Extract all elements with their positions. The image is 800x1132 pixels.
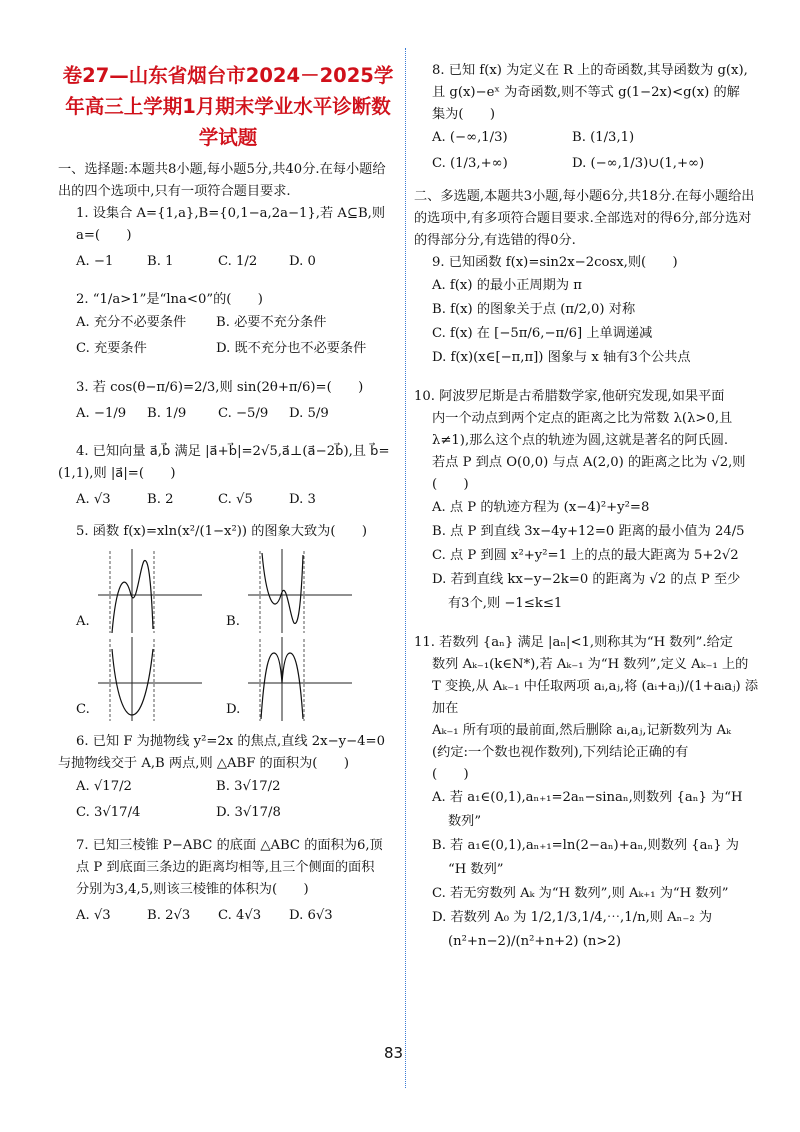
question-9 [414,252,762,370]
graph-a-svg [98,547,208,633]
question-4-stem: 4. 已知向量 a⃗,b⃗ 满足 |a⃗+b⃗|=2√5,a⃗⊥(a⃗−2b⃗),且 b⃗= [76,444,390,459]
question-8-stem-cont: 集为( ) [432,107,496,122]
option: D. (−∞,1/3)∪(1,+∞) [572,156,705,171]
question-11 [414,632,762,954]
option: C. 若无穷数列 Aₖ 为“H 数列”,则 Aₖ₊₁ 为“H 数列” [432,886,729,901]
question-10-stem-cont: λ≠1),那么这个点的轨迹为圆,这就是著名的阿氏圆. [432,433,729,448]
question-8-stem: 8. 已知 f(x) 为定义在 R 上的奇函数,其导函数为 g(x), [432,63,748,78]
option: C. 充要条件 [76,341,147,356]
option: A. 若 a₁∈(0,1),aₙ₊₁=2aₙ−sinaₙ,则数列 {aₙ} 为“H [432,790,743,805]
question-7-stem-cont: 点 P 到底面三条边的距离均相等,且三个侧面的面积 [76,860,375,875]
question-2-options [58,311,398,361]
question-11-stem-cont: T 变换,从 Aₖ₋₁ 中任取两项 aᵢ,aⱼ,将 (aᵢ+aⱼ)/(1+aᵢaⱼ) 添加在 [432,679,759,716]
question-11-stem-cont: ( ) [432,767,469,782]
option-cont: “H 数列” [448,862,504,877]
graph-b-svg [248,547,358,633]
right-column [414,60,762,954]
option: D. 5/9 [289,406,329,421]
graph-label: C. [76,702,90,717]
option: D. 0 [289,254,316,269]
option: A. f(x) 的最小正周期为 π [432,278,582,293]
option: D. 既不充分也不必要条件 [216,341,367,356]
question-7-stem: 7. 已知三棱锥 P−ABC 的底面 △ABC 的面积为6,顶 [76,838,383,853]
question-6 [58,731,398,825]
option: C. 4√3 [218,908,262,923]
question-1-stem: 1. 设集合 A={1,a},B={0,1−a,2a−1},若 A⊆B,则 a=( ) [76,206,386,243]
question-10-stem-cont: 若点 P 到点 O(0,0) 与点 A(2,0) 的距离之比为 √2,则 [432,455,746,470]
question-6-stem-cont: 与抛物线交于 A,B 两点,则 △ABF 的面积为( ) [58,756,349,771]
option: A. (−∞,1/3) [432,130,508,145]
option: B. 必要不充分条件 [216,315,327,330]
question-5-stem: 5. 函数 f(x)=xln(x²/(1−x²)) 的图象大致为( ) [76,524,368,539]
page-title: 卷27—山东省烟台市2024－2025学年高三上学期1月期末学业水平诊断数学试题 [62,64,394,149]
question-3-stem: 3. 若 cos(θ−π/6)=2/3,则 sin(2θ+π/6)=( ) [76,380,364,395]
left-column [58,60,398,927]
question-2-stem: 2. “1/a>1”是“lna<0”的( ) [76,292,263,307]
option: C. f(x) 在 [−5π/6,−π/6] 上单调递减 [432,326,653,341]
question-7 [58,835,398,927]
option: A. 点 P 的轨迹方程为 (x−4)²+y²=8 [432,500,650,515]
question-5-graphs [58,547,398,721]
option: A. √3 [76,492,111,507]
question-4-stem-cont: (1,1),则 |a⃗|=( ) [58,466,176,481]
column-divider [405,48,406,1088]
option: C. 3√17/4 [76,805,141,820]
question-9-stem: 9. 已知函数 f(x)=sin2x−2cosx,则( ) [432,255,678,270]
option: C. −5/9 [218,406,269,421]
option: D. f(x)(x∈[−π,π]) 图象与 x 轴有3个公共点 [432,350,691,365]
option: A. √17/2 [76,779,132,794]
option: B. 2√3 [147,908,191,923]
option: B. 3√17/2 [216,779,281,794]
option: A. 充分不必要条件 [76,315,187,330]
question-3-options [58,403,398,425]
option: D. 3√17/8 [216,805,281,820]
page-number: 83 [384,1044,404,1062]
option: B. 1/9 [147,406,187,421]
question-11-stem: 11. 若数列 {aₙ} 满足 |aₙ|<1,则称其为“H 数列”.给定 [414,635,733,650]
option: B. (1/3,1) [572,130,635,145]
option: C. (1/3,+∞) [432,156,508,171]
question-3 [58,377,398,425]
question-8-options [414,126,762,176]
option: B. 点 P 到直线 3x−4y+12=0 距离的最小值为 24/5 [432,524,745,539]
question-2 [58,289,398,361]
question-10-stem: 10. 阿波罗尼斯是古希腊数学家,他研究发现,如果平面 [414,389,725,404]
question-11-stem-cont: 数列 Aₖ₋₁(k∈N*),若 Aₖ₋₁ 为“H 数列”,定义 Aₖ₋₁ 上的 [432,657,749,672]
section-2-heading: 二、多选题,本题共3小题,每小题6分,共18分.在每小题给出的选项中,有多项符合题目要求.全部选对的得6分,部分选对的得部分分,有选错的得0分. [414,189,755,248]
question-7-options [58,905,398,927]
question-4-options [58,489,398,511]
graph-option-a [76,547,226,633]
option: C. 点 P 到圆 x²+y²=1 上的点的最大距离为 5+2√2 [432,548,739,563]
option: A. √3 [76,908,111,923]
graph-option-d [226,635,376,721]
question-11-stem-cont: (约定:一个数也视作数列),下列结论正确的有 [432,745,689,760]
graph-d-svg [248,635,358,721]
option: D. 3 [289,492,316,507]
question-10-stem-cont: 内一个动点到两个定点的距离之比为常数 λ(λ>0,且 [432,411,733,426]
option: A. −1 [76,254,114,269]
question-1 [58,203,398,273]
option-cont: (n²+n−2)/(n²+n+2) (n>2) [448,934,621,949]
option: A. −1/9 [76,406,127,421]
option: D. 6√3 [289,908,333,923]
option: D. 若数列 A₀ 为 1/2,1/3,1/4,⋯,1/n,则 Aₙ₋₂ 为 [432,910,713,925]
graph-label: B. [226,614,240,629]
question-10-stem-cont: ( ) [432,477,469,492]
option: C. √5 [218,492,253,507]
section-1-heading: 一、选择题:本题共8小题,每小题5分,共40分.在每小题给出的四个选项中,只有一项符合题目要求. [58,162,386,199]
question-10 [414,386,762,616]
question-8 [414,60,762,176]
question-6-options [58,775,398,825]
question-8-stem-cont: 且 g(x)−eˣ 为奇函数,则不等式 g(1−2x)<g(x) 的解 [432,85,740,100]
graph-label: A. [76,614,90,629]
option: C. 1/2 [218,254,258,269]
option-cont: 数列” [448,814,482,829]
option-cont: 有3个,则 −1≤k≤1 [448,596,563,611]
question-7-stem-cont: 分别为3,4,5,则该三棱锥的体积为( ) [76,882,309,897]
option: B. f(x) 的图象关于点 (π/2,0) 对称 [432,302,636,317]
question-6-stem: 6. 已知 F 为抛物线 y²=2x 的焦点,直线 2x−y−4=0 [76,734,385,749]
option: D. 若到直线 kx−y−2k=0 的距离为 √2 的点 P 至少 [432,572,741,587]
graph-option-c [76,635,226,721]
graph-c-svg [98,635,208,721]
question-11-stem-cont: Aₖ₋₁ 所有项的最前面,然后删除 aᵢ,aⱼ,记新数列为 Aₖ [432,723,731,738]
question-4 [58,441,398,511]
option: B. 1 [147,254,174,269]
option: B. 2 [147,492,174,507]
question-1-options [58,251,398,273]
question-5 [58,521,398,721]
graph-option-b [226,547,376,633]
graph-label: D. [226,702,241,717]
option: B. 若 a₁∈(0,1),aₙ₊₁=ln(2−aₙ)+aₙ,则数列 {aₙ} 为 [432,838,739,853]
